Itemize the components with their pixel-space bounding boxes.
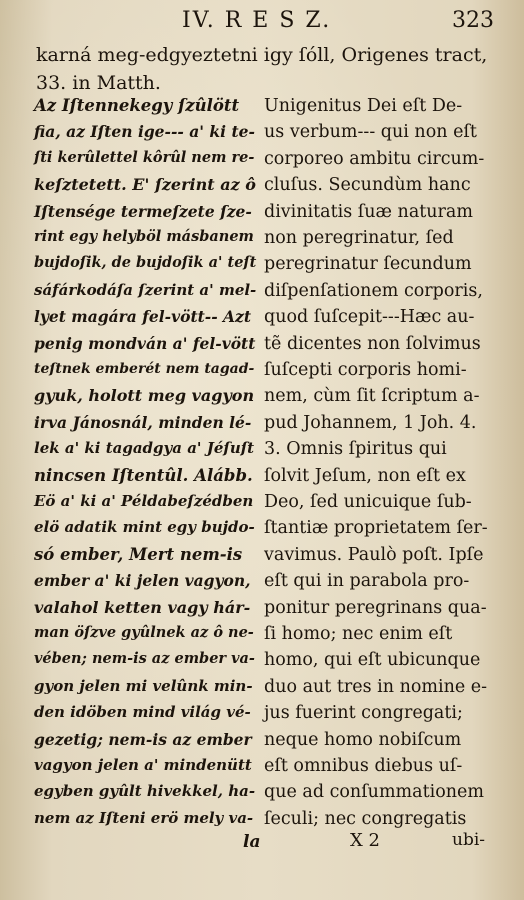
text-line: lek a' ki tagadgya a' Jéſuſt <box>34 439 255 458</box>
text-line: Deo, ſed unicuique ſub- <box>264 492 472 512</box>
text-line: ſeculi; nec congregatis <box>264 808 467 829</box>
text-line: ſolvit Jeſum, non eſt ex <box>264 465 466 486</box>
text-line: us verbum--- qui non eſt <box>264 122 477 143</box>
text-line: lyet magára fel-vött-- Azt <box>34 307 252 327</box>
text-line: bujdoſik, de bujdoſik a' teſt <box>34 254 257 272</box>
text-line: diſpenſationem corporis, <box>264 280 483 301</box>
text-line: nincsen Iſtentûl. Alább. <box>34 465 253 485</box>
text-line: tẽ dicentes non ſolvimus <box>264 333 481 354</box>
text-line: gyuk, holott meg vagyon <box>34 386 255 406</box>
text-line: cluſus. Secundùm hanc <box>264 175 471 196</box>
text-line: peregrinatur ſecundum <box>264 254 472 275</box>
text-line: gezetig; nem-is az ember <box>34 729 252 749</box>
running-title: IV. R E S Z. <box>182 8 332 33</box>
catchword-right: ubi- <box>452 830 486 850</box>
text-line: corporeo ambitu circum- <box>264 148 485 169</box>
page-number: 323 <box>452 8 494 33</box>
text-line: egyben gyûlt hivekkel, ha- <box>34 782 256 801</box>
text-line: homo, qui eſt ubicunque <box>264 650 481 671</box>
text-line: vavimus. Paulò poſt. Ipſe <box>264 544 484 565</box>
text-line: que ad conſummationem <box>264 782 484 803</box>
text-line: nem, cùm ſit ſcriptum a- <box>264 386 480 407</box>
text-line: vagyon jelen a' mindenütt <box>34 756 252 774</box>
text-line: Eö a' ki a' Példabeſzédben <box>34 492 254 510</box>
text-line: Iſtensége termeſzete ſze- <box>34 201 252 221</box>
text-line: Unigenitus Dei eſt De- <box>264 96 463 116</box>
text-line: elö adatik mint egy bujdo- <box>34 518 255 537</box>
text-line: man öſzve gyûlnek az ô ne- <box>34 624 254 641</box>
text-line: teſtnek emberét nem tagad- <box>34 361 255 377</box>
text-line: sáfárkodáſa ſzerint a' mel- <box>34 280 257 299</box>
text-line: 3. Omnis ſpiritus qui <box>264 439 447 460</box>
text-line: pud Johannem, 1 Joh. 4. <box>264 412 477 433</box>
text-line: jus fuerint congregati; <box>264 703 463 724</box>
text-line: nem az Iſteni erö mely va- <box>34 808 254 827</box>
text-line: den idöben mind világ vé- <box>34 703 251 722</box>
top-line: karná meg-edgyeztetni igy ſóll, Origenes tract, <box>36 44 488 66</box>
text-line: ſti kerûlettel kôrûl nem re- <box>34 148 255 166</box>
text-line: vében; nem-is az ember va- <box>34 650 255 668</box>
text-line: Az Iſtennekegy ſzûlött <box>34 96 240 115</box>
text-line: eſt qui in parabola pro- <box>264 571 470 592</box>
text-line: penig mondván a' fel-vött <box>34 333 256 353</box>
catchword-left: la <box>243 832 261 852</box>
text-line: ſi homo; nec enim eſt <box>264 624 453 644</box>
text-line: ſuſcepti corporis homi- <box>264 360 467 380</box>
text-line: ponitur peregrinans qua- <box>264 597 487 618</box>
text-line: rint egy helyböl másbanem <box>34 228 254 245</box>
text-line: gyon jelen mi velûnk min- <box>34 676 253 695</box>
text-line: irva Jánosnál, minden lé- <box>34 412 252 432</box>
text-line: fia, az Iſten ige--- a' ki te- <box>34 122 255 142</box>
text-line: só ember, Mert nem-is <box>34 544 243 564</box>
text-line: ember a' ki jelen vagyon, <box>34 571 251 591</box>
text-line: duo aut tres in nomine e- <box>264 676 488 697</box>
text-line: neque homo nobiſcum <box>264 729 462 750</box>
text-line: divinitatis ſuæ naturam <box>264 201 473 222</box>
signature-mark: X 2 <box>350 830 380 851</box>
text-line: valahol ketten vagy hár- <box>34 597 251 617</box>
text-line: non peregrinatur, ſed <box>264 228 454 248</box>
top-line: 33. in Matth. <box>36 72 161 94</box>
text-line: eſt omnibus diebus uſ- <box>264 756 463 776</box>
text-line: keſztetett. E' ſzerint az ô <box>34 175 256 195</box>
text-line: quod ſuſcepit---Hæc au- <box>264 307 475 328</box>
text-line: ſtantiæ proprietatem ſer- <box>264 518 488 539</box>
